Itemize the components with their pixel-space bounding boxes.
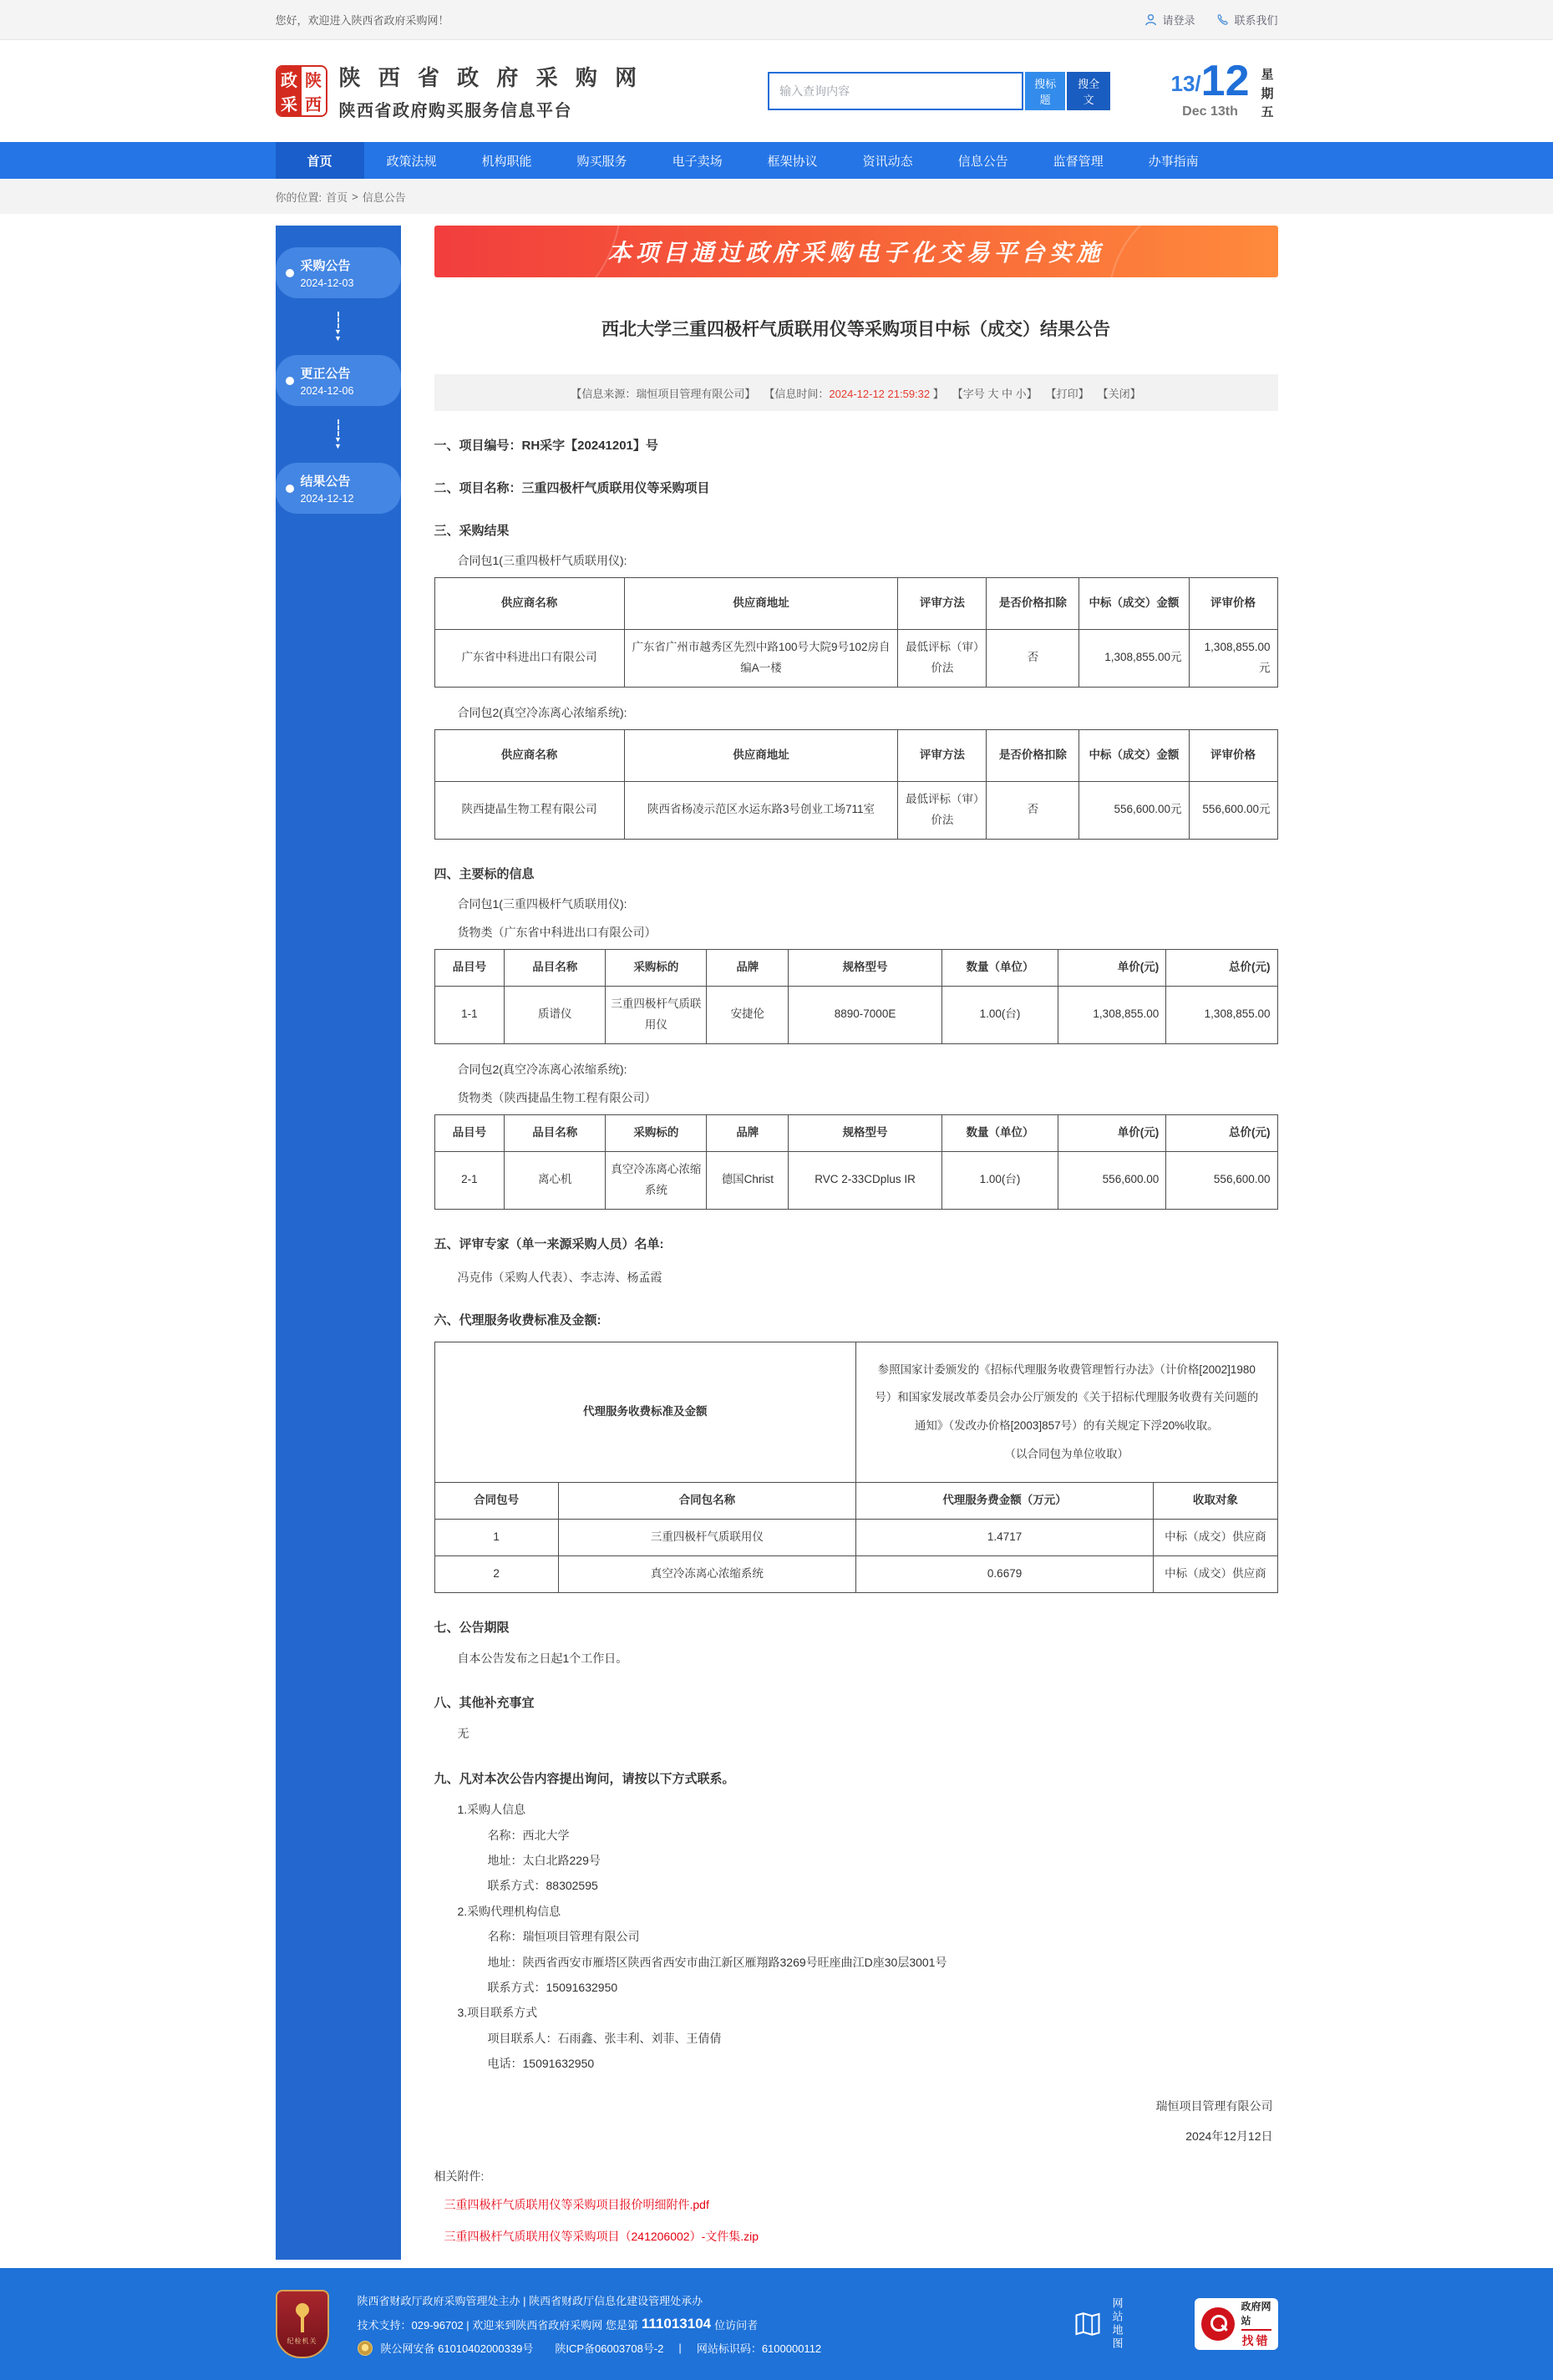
section-1-project-number: 一、项目编号：RH采字【20241201】号: [434, 439, 658, 453]
buyer-name: 名称：西北大学: [487, 1828, 570, 1842]
site-title: 陕 西 省 政 府 采 购 网: [338, 65, 643, 90]
font-size-control[interactable]: 【字号 大 中 小】: [952, 387, 1038, 400]
site-subtitle: 陕西省政府购买服务信息平台: [338, 102, 572, 120]
section-8-text: 无: [457, 1727, 469, 1741]
col-review-price: 评审价格: [1189, 578, 1277, 630]
date-day-big: 12: [1200, 57, 1250, 106]
announcement-title: 西北大学三重四极杆气质联用仪等采购项目中标（成交）结果公告: [601, 320, 1110, 339]
search-bar: [768, 72, 1110, 110]
date-weekday: 星期五: [1261, 68, 1274, 120]
timeline-label: 采购公告: [300, 259, 351, 273]
col-unit-price: 单价(元): [1058, 1114, 1166, 1151]
attachments-section: [434, 2168, 1278, 2245]
timeline-arrow-down-icon: ▼ ▼: [276, 419, 401, 449]
platform-banner: [434, 226, 1278, 277]
col-award-amount: 中标（成交）金额: [1079, 729, 1189, 781]
site-footer: [0, 2268, 1553, 2380]
col-model: 规格型号: [789, 949, 942, 986]
section-9-heading: 九、凡对本次公告内容提出询问，请按以下方式联系。: [434, 1772, 735, 1787]
section-3-heading: 三、采购结果: [434, 524, 510, 538]
timeline-date: 2024-12-03: [300, 277, 354, 289]
nav-item-purchase-services[interactable]: 购买服务: [576, 154, 627, 169]
public-security-filing-link[interactable]: 陕公网安备 61010402000339号: [380, 2342, 534, 2356]
footer-registration-line: 陕公网安备 61010402000339号 陕ICP备06003708号-2 | 网站标识码：6100000112: [358, 2340, 1044, 2356]
expert-names: 冯克伟（采购人代表）、李志涛、杨孟霞: [457, 1270, 662, 1284]
agent-address: 地址：陕西省西安市雁塔区陕西省西安市曲江新区雁翔路3269号旺座曲江D座30层3001号: [487, 1955, 947, 1969]
col-supplier-name: 供应商名称: [434, 729, 624, 781]
agent-name: 名称：瑞恒项目管理有限公司: [487, 1930, 640, 1944]
breadcrumb-current[interactable]: 信息公告: [362, 190, 406, 204]
search-title-button[interactable]: 搜标题: [1025, 72, 1065, 110]
col-item-no: 品目号: [434, 949, 505, 986]
package-1-label: 合同包1(三重四极杆气质联用仪):: [457, 896, 627, 911]
phone-icon: [1216, 13, 1229, 26]
col-award-amount: 中标（成交）金额: [1079, 578, 1189, 630]
project-phone: 电话：15091632950: [487, 2057, 595, 2071]
package-2-label: 合同包2(真空冷冻离心浓缩系统):: [457, 1062, 627, 1076]
col-total-price: 总价(元): [1166, 1114, 1277, 1151]
col-supplier-address: 供应商地址: [624, 578, 898, 630]
col-quantity: 数量（单位）: [941, 1114, 1058, 1151]
date-english: Dec 13th: [1182, 104, 1238, 119]
police-badge-icon: [358, 2341, 373, 2356]
timeline-arrow-down-icon: ▼ ▼: [276, 312, 401, 342]
table-row: 1-1 质谱仪 三重四极杆气质联用仪 安捷伦 8890-7000E 1.00(台) 1,308,855.00 1,308,855.00: [434, 986, 1277, 1043]
print-button[interactable]: 【打印】: [1045, 387, 1089, 400]
nav-item-policies[interactable]: 政策法规: [386, 154, 437, 169]
table-row: 广东省中科进出口有限公司 广东省广州市越秀区先烈中路100号大院9号102房自编A一楼 最低评标（审）价法 否 1,308,855.00元 1,308,855.00元: [434, 630, 1277, 688]
col-unit-price: 单价(元): [1058, 949, 1166, 986]
nav-item-news[interactable]: 资讯动态: [862, 154, 913, 169]
icp-filing-link[interactable]: 陕ICP备06003708号-2: [555, 2342, 664, 2356]
breadcrumb-separator: >: [352, 190, 358, 203]
table-row: 2 真空冷冻离心浓缩系统 0.6679 中标（成交）供应商: [434, 1555, 1277, 1592]
visitor-count: 111013104: [641, 2316, 712, 2332]
close-button[interactable]: 【关闭】: [1097, 387, 1141, 400]
project-contacts: 项目联系人：石雨鑫、张丰利、刘菲、王倩倩: [487, 2031, 722, 2045]
seal-char: 采: [281, 96, 297, 114]
col-supplier-address: 供应商地址: [624, 729, 898, 781]
seal-char: 陕: [305, 72, 322, 90]
col-brand: 品牌: [707, 949, 789, 986]
col-item-name: 品目名称: [505, 949, 606, 986]
col-quantity: 数量（单位）: [941, 949, 1058, 986]
col-review-method: 评审方法: [898, 729, 987, 781]
search-fulltext-button[interactable]: 搜全文: [1067, 72, 1110, 110]
timeline-date: 2024-12-06: [300, 385, 354, 397]
sitemap-label: 网站地图: [1110, 2297, 1124, 2352]
col-item-no: 品目号: [434, 1114, 505, 1151]
timeline-label: 更正公告: [300, 367, 351, 381]
banner-text: 本项目通过政府采购电子化交易平台实施: [607, 240, 1104, 266]
col-review-price: 评审价格: [1189, 729, 1277, 781]
seal-logo-icon: [276, 65, 327, 117]
nav-item-announcements[interactable]: 信息公告: [957, 154, 1008, 169]
col-package-name: 合同包名称: [558, 1482, 855, 1519]
timeline-dot-icon: [286, 377, 294, 385]
sitemap-link[interactable]: [1073, 2297, 1173, 2351]
footer-organizer-line: 陕西省财政厅政府采购管理处主办 | 陕西省财政厅信息化建设管理处承办: [357, 2295, 703, 2308]
contact-info: [434, 1800, 1278, 2073]
nav-item-e-market[interactable]: 电子卖场: [672, 154, 723, 169]
col-package-no: 合同包号: [434, 1482, 558, 1519]
gov-site-error-report-badge[interactable]: 政府网站 找错: [1195, 2298, 1278, 2350]
attachments-label: 相关附件:: [434, 2169, 485, 2184]
agent-info-title: 2.采购代理机构信息: [457, 1904, 561, 1918]
table-row: 陕西捷晶生物工程有限公司 陕西省杨凌示范区水运东路3号创业工场711室 最低评标（审）价法 否 556,600.00元 556,600.00元: [434, 781, 1277, 839]
col-procurement-target: 采购标的: [606, 1114, 707, 1151]
date-day-small: 13/: [1170, 71, 1201, 97]
nav-item-functions[interactable]: 机构职能: [481, 154, 532, 169]
item-table-package-2: [434, 1114, 1278, 1210]
section-2-project-name: 二、项目名称：三重四极杆气质联用仪等采购项目: [434, 481, 710, 495]
col-brand: 品牌: [707, 1114, 789, 1151]
col-supplier-name: 供应商名称: [434, 578, 624, 630]
fee-standard-label: 代理服务收费标准及金额: [434, 1342, 855, 1482]
breadcrumb-prefix: 你的位置:: [275, 190, 322, 204]
project-contact-title: 3.项目联系方式: [457, 2006, 538, 2020]
section-5-heading: 五、评审专家（单一来源采购人员）名单:: [434, 1236, 664, 1251]
contact-us-link[interactable]: [1216, 12, 1277, 28]
package-1-label: 合同包1(三重四极杆气质联用仪):: [457, 554, 627, 567]
col-total-price: 总价(元): [1166, 949, 1277, 986]
timeline-item-correction-notice[interactable]: [276, 355, 401, 406]
site-identifier-code: 网站标识码：6100000112: [696, 2342, 822, 2356]
announcement-article: [434, 226, 1278, 2260]
nav-item-framework[interactable]: 框架协议: [767, 154, 818, 169]
article-meta-bar: [434, 374, 1278, 411]
announcement-timeline-sidebar: [276, 226, 401, 2260]
result-table-package-1: [434, 577, 1278, 688]
signature-block: [434, 2098, 1278, 2144]
contact-us-label: 联系我们: [1234, 14, 1278, 27]
login-link[interactable]: [1144, 12, 1195, 28]
agency-fee-table: [434, 1342, 1278, 1593]
discipline-inspection-shield-icon: 纪检机关: [276, 2290, 329, 2358]
signature-company: 瑞恒项目管理有限公司: [1155, 2099, 1273, 2114]
nav-item-supervision[interactable]: 监督管理: [1053, 154, 1104, 169]
col-price-deduction: 是否价格扣除: [987, 729, 1079, 781]
section-6-heading: 六、代理服务收费标准及金额:: [434, 1312, 601, 1327]
breadcrumb-bar: [0, 179, 1553, 214]
top-utility-bar: [0, 0, 1553, 40]
item-table-package-1: [434, 949, 1278, 1044]
col-item-name: 品目名称: [505, 1114, 606, 1151]
timeline-dot-icon: [286, 485, 294, 493]
info-source: 【信息来源：瑞恒项目管理有限公司】: [571, 387, 756, 400]
nav-item-home[interactable]: 首页: [276, 142, 364, 179]
table-row: 1 三重四极杆气质联用仪 1.4717 中标（成交）供应商: [434, 1519, 1277, 1555]
signature-date: 2024年12月12日: [1185, 2129, 1273, 2144]
search-input[interactable]: [768, 72, 1023, 110]
col-review-method: 评审方法: [898, 578, 987, 630]
nav-item-guide[interactable]: 办事指南: [1148, 154, 1199, 169]
user-icon: [1144, 13, 1157, 26]
login-label: 请登录: [1162, 14, 1195, 27]
table-row: 2-1 离心机 真空冷冻离心浓缩系统 德国Christ RVC 2-33CDplus IR 1.00(台) 556,600.00 556,600.00: [434, 1151, 1277, 1209]
date-widget: [1171, 59, 1278, 123]
breadcrumb: [276, 179, 1278, 214]
col-procurement-target: 采购标的: [606, 949, 707, 986]
agent-phone: 联系方式：15091632950: [487, 1980, 618, 1994]
package-2-goods-label: 货物类（陕西捷晶生物工程有限公司）: [457, 1090, 657, 1104]
map-icon: [1073, 2309, 1103, 2339]
seal-char: 政: [281, 72, 297, 90]
magnifier-icon: [1201, 2307, 1235, 2341]
attachment-link-zip[interactable]: 三重四极杆气质联用仪等采购项目（241206002）-文件集.zip: [444, 2230, 759, 2244]
footer-support-line: 技术支持：029-96702 | 欢迎来到陕西省政府采购网 您是第 111013104 位访问者: [357, 2316, 759, 2332]
buyer-phone: 联系方式：88302595: [487, 1879, 598, 1893]
timeline-date: 2024-12-12: [300, 493, 354, 505]
result-table-package-2: [434, 729, 1278, 840]
buyer-address: 地址：太白北路229号: [487, 1853, 601, 1867]
section-7-text: 自本公告发布之日起1个工作日。: [457, 1651, 628, 1665]
breadcrumb-home-link[interactable]: 首页: [326, 190, 348, 204]
section-8-heading: 八、其他补充事宜: [434, 1696, 535, 1711]
col-fee-amount: 代理服务费金额（万元）: [855, 1482, 1153, 1519]
buyer-info-title: 1.采购人信息: [457, 1803, 526, 1817]
package-1-goods-label: 货物类（广东省中科进出口有限公司）: [457, 925, 657, 939]
col-price-deduction: 是否价格扣除: [987, 578, 1079, 630]
package-2-label: 合同包2(真空冷冻离心浓缩系统):: [457, 705, 627, 719]
fee-standard-description: 参照国家计委颁发的《招标代理服务收费管理暂行办法》（计价格[2002]1980号）和国家发展改革委员会办公厅颁发的《关于招标代理服务收费有关问题的通知》（发改办价格[2003]857号）的有关规定下浮20%收取。 （以合同包为单位收取）: [855, 1342, 1277, 1482]
welcome-text: 您好，欢迎进入陕西省政府采购网！: [275, 14, 449, 27]
site-logo[interactable]: [276, 61, 643, 121]
main-navigation: [0, 142, 1553, 179]
timeline-dot-icon: [286, 269, 294, 277]
info-time-value: 2024-12-12 21:59:32: [829, 387, 931, 400]
section-4-heading: 四、主要标的信息: [434, 866, 535, 881]
info-time: 【信息时间：2024-12-12 21:59:32 】: [764, 387, 944, 400]
col-model: 规格型号: [789, 1114, 942, 1151]
site-header: [0, 40, 1553, 142]
timeline-item-result-notice[interactable]: [276, 463, 401, 514]
section-7-heading: 七、公告期限: [434, 1620, 510, 1635]
attachment-link-pdf[interactable]: 三重四极杆气质联用仪等采购项目报价明细附件.pdf: [444, 2198, 709, 2212]
timeline-item-procurement-notice[interactable]: [276, 247, 401, 298]
seal-char: 西: [305, 96, 322, 114]
col-fee-payer: 收取对象: [1154, 1482, 1277, 1519]
timeline-label: 结果公告: [300, 474, 351, 489]
